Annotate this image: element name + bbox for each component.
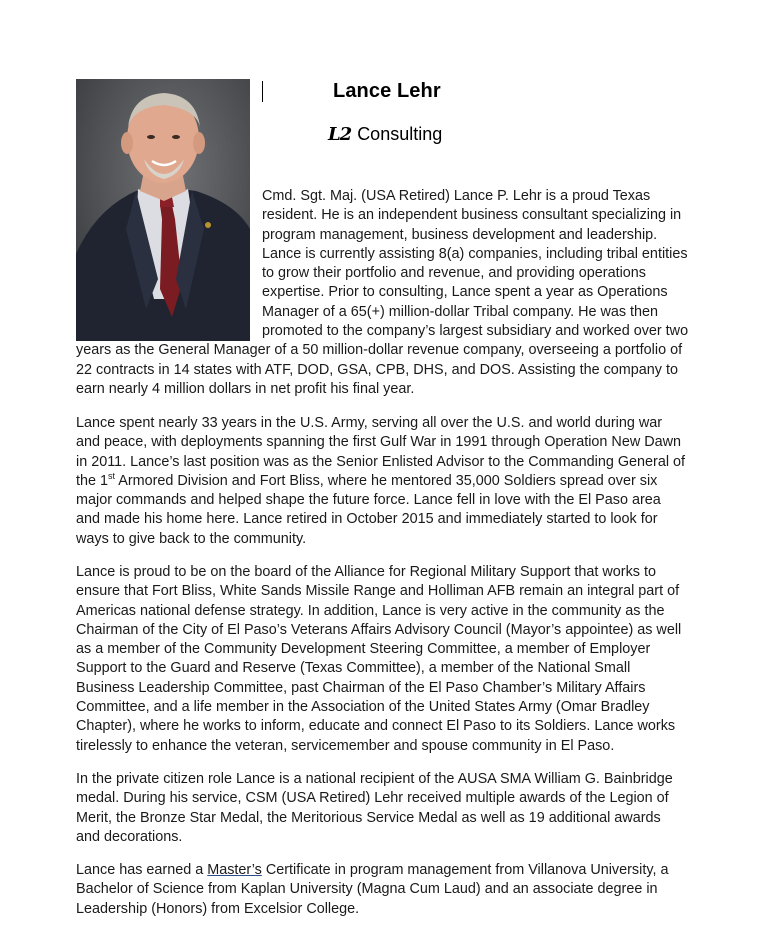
text-line: Lance is proud to be on the board of the Alliance for Regional Military Support that works to <box>76 564 656 580</box>
text-cursor <box>262 81 263 102</box>
text-line: Americas national defense strategy. In addition, Lance is very active in the community as the <box>76 602 665 619</box>
text-line: Cmd. Sgt. Maj. (USA Retired) Lance P. Lehr is a proud Texas <box>262 188 651 204</box>
text-line: major commands and helped shape the future force. Lance fell in love with the El Paso area <box>76 492 661 509</box>
text-line: Chairman of the City of El Paso’s Veterans Affairs Advisory Council (Mayor’s appointee) as well <box>76 621 682 638</box>
bio-paragraph-intro <box>76 187 702 399</box>
text-line: In the private citizen role Lance is a national recipient of the AUSA SMA William G. Bainbridge <box>76 771 673 787</box>
text-line: Business Leadership Committee, past Chairman of the El Paso Chamber’s Military Affairs <box>76 679 646 696</box>
text-line: and peace, with deployments spanning the first Gulf War in 1991 through Operation New Dawn <box>76 434 682 451</box>
text-line: resident. He is an independent business consultant specializing in <box>262 207 682 224</box>
bio-paragraph-army <box>76 414 702 549</box>
text-fragment: Certificate in program management from Villanova University, a <box>261 862 669 878</box>
bio-paragraph-community <box>76 563 702 756</box>
text-line: years as the General Manager of a 50 million-dollar revenue company, overseeing a portfolio of <box>76 342 683 359</box>
text-line: tirelessly to enhance the veteran, servicemember and spouse community in El Paso. <box>76 737 615 754</box>
company-logo-icon: L2 <box>328 124 352 145</box>
company-title <box>328 124 442 145</box>
bio-paragraph-education <box>76 861 702 919</box>
text-line: Committee, and a life member in the Association of the United States Army (Omar Bradley <box>76 699 650 716</box>
masters-link[interactable]: Master’s <box>207 862 262 878</box>
text-line: Lance spent nearly 33 years in the U.S. Army, serving all over the U.S. and world during war <box>76 415 663 431</box>
text-line: ways to give back to the community. <box>76 530 307 547</box>
ordinal-suffix: st <box>108 471 116 482</box>
text-line: Lance is currently assisting 8(a) companies, including tribal entities <box>262 245 688 262</box>
text-line: Manager of a 65(+) million-dollar Tribal company. He was then <box>262 303 659 320</box>
text-line: program management, business development and leadership. <box>262 226 658 243</box>
text-line <box>76 472 702 491</box>
text-line: Chapter), where he works to inform, educate and connect El Paso to its Soldiers. Lance works <box>76 718 676 735</box>
text-fragment: Armored Division and Fort Bliss, where he mentored 35,000 Soldiers spread over six <box>115 472 658 489</box>
text-fragment: Lance has earned a <box>76 862 208 878</box>
text-line: as a member of the Community Development Steering Committee, a member of Employer <box>76 641 651 658</box>
text-line: to grow their portfolio and revenue, and providing operations <box>262 265 646 282</box>
text-line: promoted to the company’s largest subsidiary and worked over two <box>262 323 689 340</box>
text-fragment: the 1 <box>76 472 109 489</box>
text-line: Merit, the Bronze Star Medal, the Meritorious Service Medal as well as 19 additional awards <box>76 809 661 826</box>
text-line: medal. During his service, CSM (USA Retired) Lehr received multiple awards of the Legion of <box>76 790 669 807</box>
text-line: ensure that Fort Bliss, White Sands Missile Range and Holliman AFB remain an integral part of <box>76 583 680 600</box>
text-line: Bachelor of Science from Kaplan University (Magna Cum Laud) and an associate degree in <box>76 881 658 898</box>
text-line: expertise. Prior to consulting, Lance spent a year as Operations <box>262 284 668 301</box>
text-line: and made his home here. Lance retired in October 2015 and immediately started to look for <box>76 511 658 528</box>
company-name: Consulting <box>357 124 443 144</box>
text-line: in 2011. Lance’s last position was as the Senior Enlisted Advisor to the Commanding General of <box>76 453 686 470</box>
text-line: Leadership (Honors) from Excelsior College. <box>76 900 360 917</box>
person-name-heading: Lance Lehr <box>333 80 441 102</box>
text-line: and decorations. <box>76 828 183 845</box>
text-line: 22 contracts in 14 states with ATF, DOD, GSA, CPB, DHS, and DOS. Assisting the company to <box>76 361 678 378</box>
text-line <box>76 861 702 880</box>
text-line: Support to the Guard and Reserve (Texas Committee), a member of the National Small <box>76 660 631 677</box>
bio-paragraph-awards <box>76 770 702 847</box>
text-line: earn nearly 4 million dollars in net profit his final year. <box>76 380 415 397</box>
